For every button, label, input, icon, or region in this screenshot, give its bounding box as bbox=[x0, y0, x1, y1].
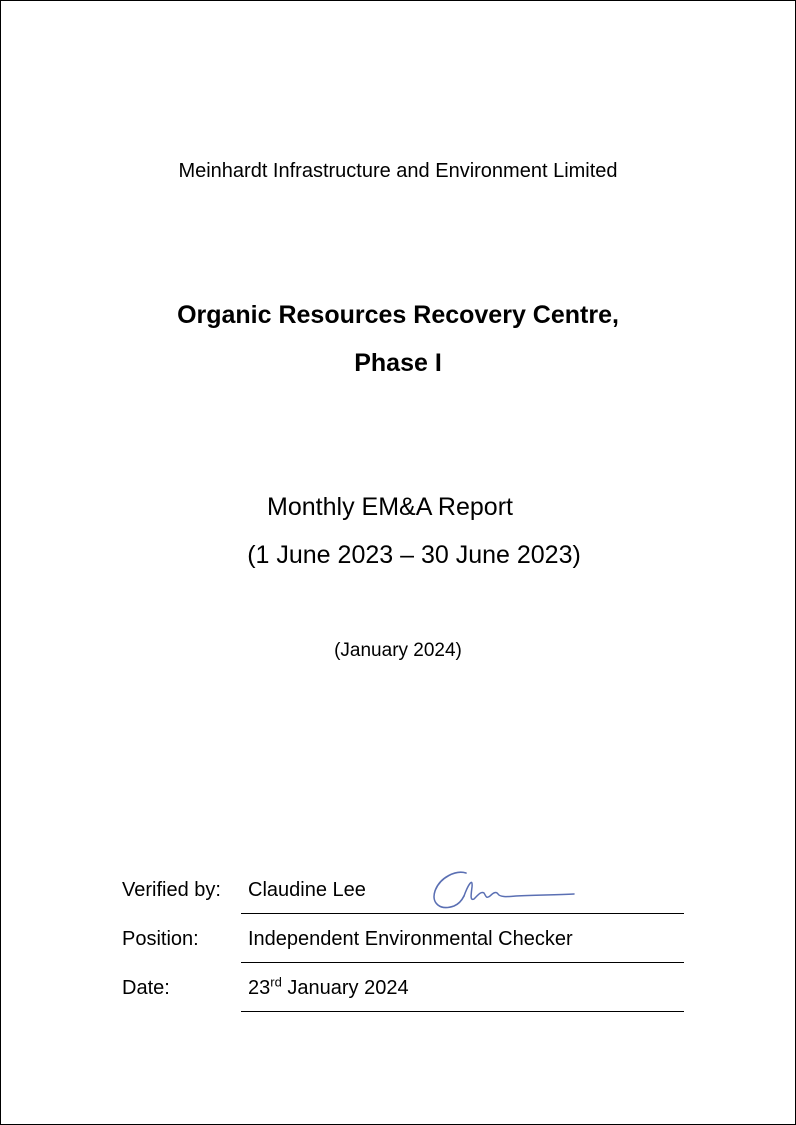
date-month-year: January 2024 bbox=[281, 977, 409, 999]
project-title-line1: Organic Resources Recovery Centre, bbox=[177, 301, 619, 329]
position-line bbox=[241, 962, 684, 963]
issue-date: (January 2024) bbox=[334, 640, 462, 661]
position-label: Position: bbox=[122, 928, 199, 950]
date-value bbox=[248, 975, 409, 1001]
verified-by-line bbox=[241, 913, 684, 914]
date-line bbox=[241, 1011, 684, 1012]
date-ordinal-suffix: rd bbox=[270, 974, 282, 990]
date-label: Date: bbox=[122, 977, 170, 999]
report-title: Monthly EM&A Report bbox=[267, 493, 513, 521]
company-name: Meinhardt Infrastructure and Environment Limited bbox=[178, 160, 618, 182]
project-title-line2: Phase I bbox=[354, 349, 442, 377]
report-period: (1 June 2023 – 30 June 2023) bbox=[247, 541, 581, 569]
signature-image bbox=[426, 865, 581, 915]
verified-by-value: Claudine Lee bbox=[248, 879, 366, 901]
verified-by-label: Verified by: bbox=[122, 879, 221, 901]
date-day: 23 bbox=[248, 977, 271, 999]
position-value: Independent Environmental Checker bbox=[248, 928, 573, 950]
